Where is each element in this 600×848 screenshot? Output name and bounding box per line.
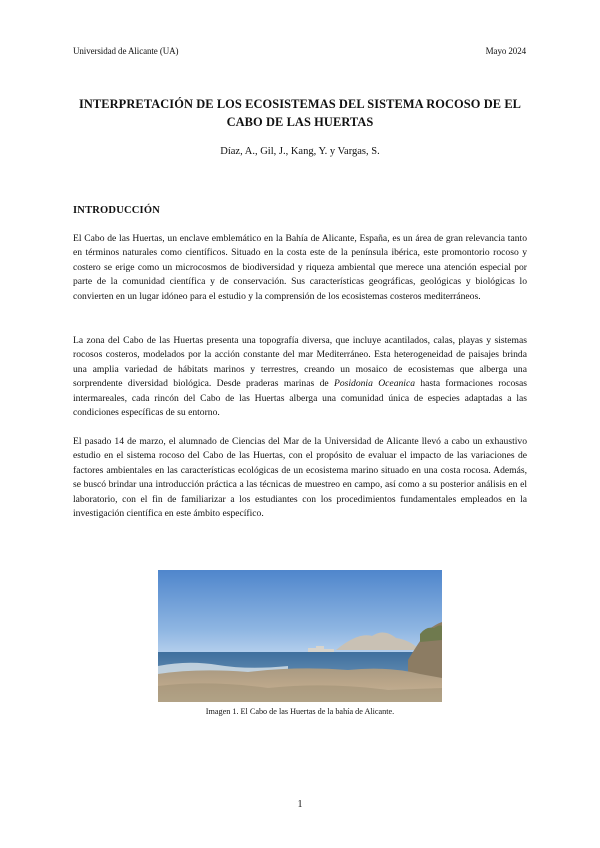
page-number: 1: [297, 799, 303, 810]
intro-paragraph-2-text-b: hasta formaciones rocosas intermareales, cada rincón del Cabo de las Huertas alberga una comunidad única de especies adaptadas a las condiciones específicas de su entorno.: [73, 378, 527, 419]
section-heading-introduction: INTRODUCCIÓN: [73, 205, 160, 216]
paper-title: INTERPRETACIÓN DE LOS ECOSISTEMAS DEL SISTEMA ROCOSO DE EL CABO DE LAS HUERTAS: [78, 97, 522, 129]
running-header-date: Mayo 2024: [485, 46, 526, 56]
intro-paragraph-2-text-a: La zona del Cabo de las Huertas presenta una topografía diversa, que incluye acantilados, calas, playas y sistemas rocosos costeros, modelados por la acción constante del mar Mediterráneo. Esta heterogeneidad de paisajes brinda una amplia variedad de hábitats marinos y terrestres, creando un mosaico de ecosistemas que alberga una sorprendente diversidad biológica. Desde praderas marinas de: [73, 335, 527, 390]
author-list: Díaz, A., Gil, J., Kang, Y. y Vargas, S.: [220, 146, 380, 157]
intro-paragraph-2: [73, 334, 527, 420]
species-name: Posidonia Oceanica: [333, 378, 416, 390]
intro-paragraph-1: El Cabo de las Huertas, un enclave emblemático en la Bahía de Alicante, España, es un área de gran relevancia tanto en términos naturales como científicos. Situado en la costa este de la península ibérica, este promontorio rocoso y costero se erige como un microcosmos de biodiversidad y riqueza ambiental que merece una atención especial por parte de la comunidad científica y de conservación. Sus características geográficas, geológicas y biológicas lo convierten en un lugar idóneo para el estudio y la comprensión de los ecosistemas costeros mediterráneos.: [73, 233, 527, 302]
coastline-photo: [158, 570, 442, 702]
running-header-institution: Universidad de Alicante (UA): [73, 46, 179, 56]
intro-paragraph-3: El pasado 14 de marzo, el alumnado de Ciencias del Mar de la Universidad de Alicante llevó a cabo un exhaustivo estudio en el sistema rocoso del Cabo de las Huertas, con el propósito de evaluar el impacto de las variaciones de factores ambientales en las características ecológicas de un ecosistema marino situado en una costa rocosa. Además, se buscó brindar una introducción práctica a las técnicas de muestreo en campo, así como a su posterior análisis en el laboratorio, con el fin de familiarizar a los estudiantes con los procedimientos fundamentales empleados en la investigación científica en este ámbito específico.: [73, 436, 527, 520]
figure-caption: Imagen 1. El Cabo de las Huertas de la bahía de Alicante.: [205, 707, 395, 716]
